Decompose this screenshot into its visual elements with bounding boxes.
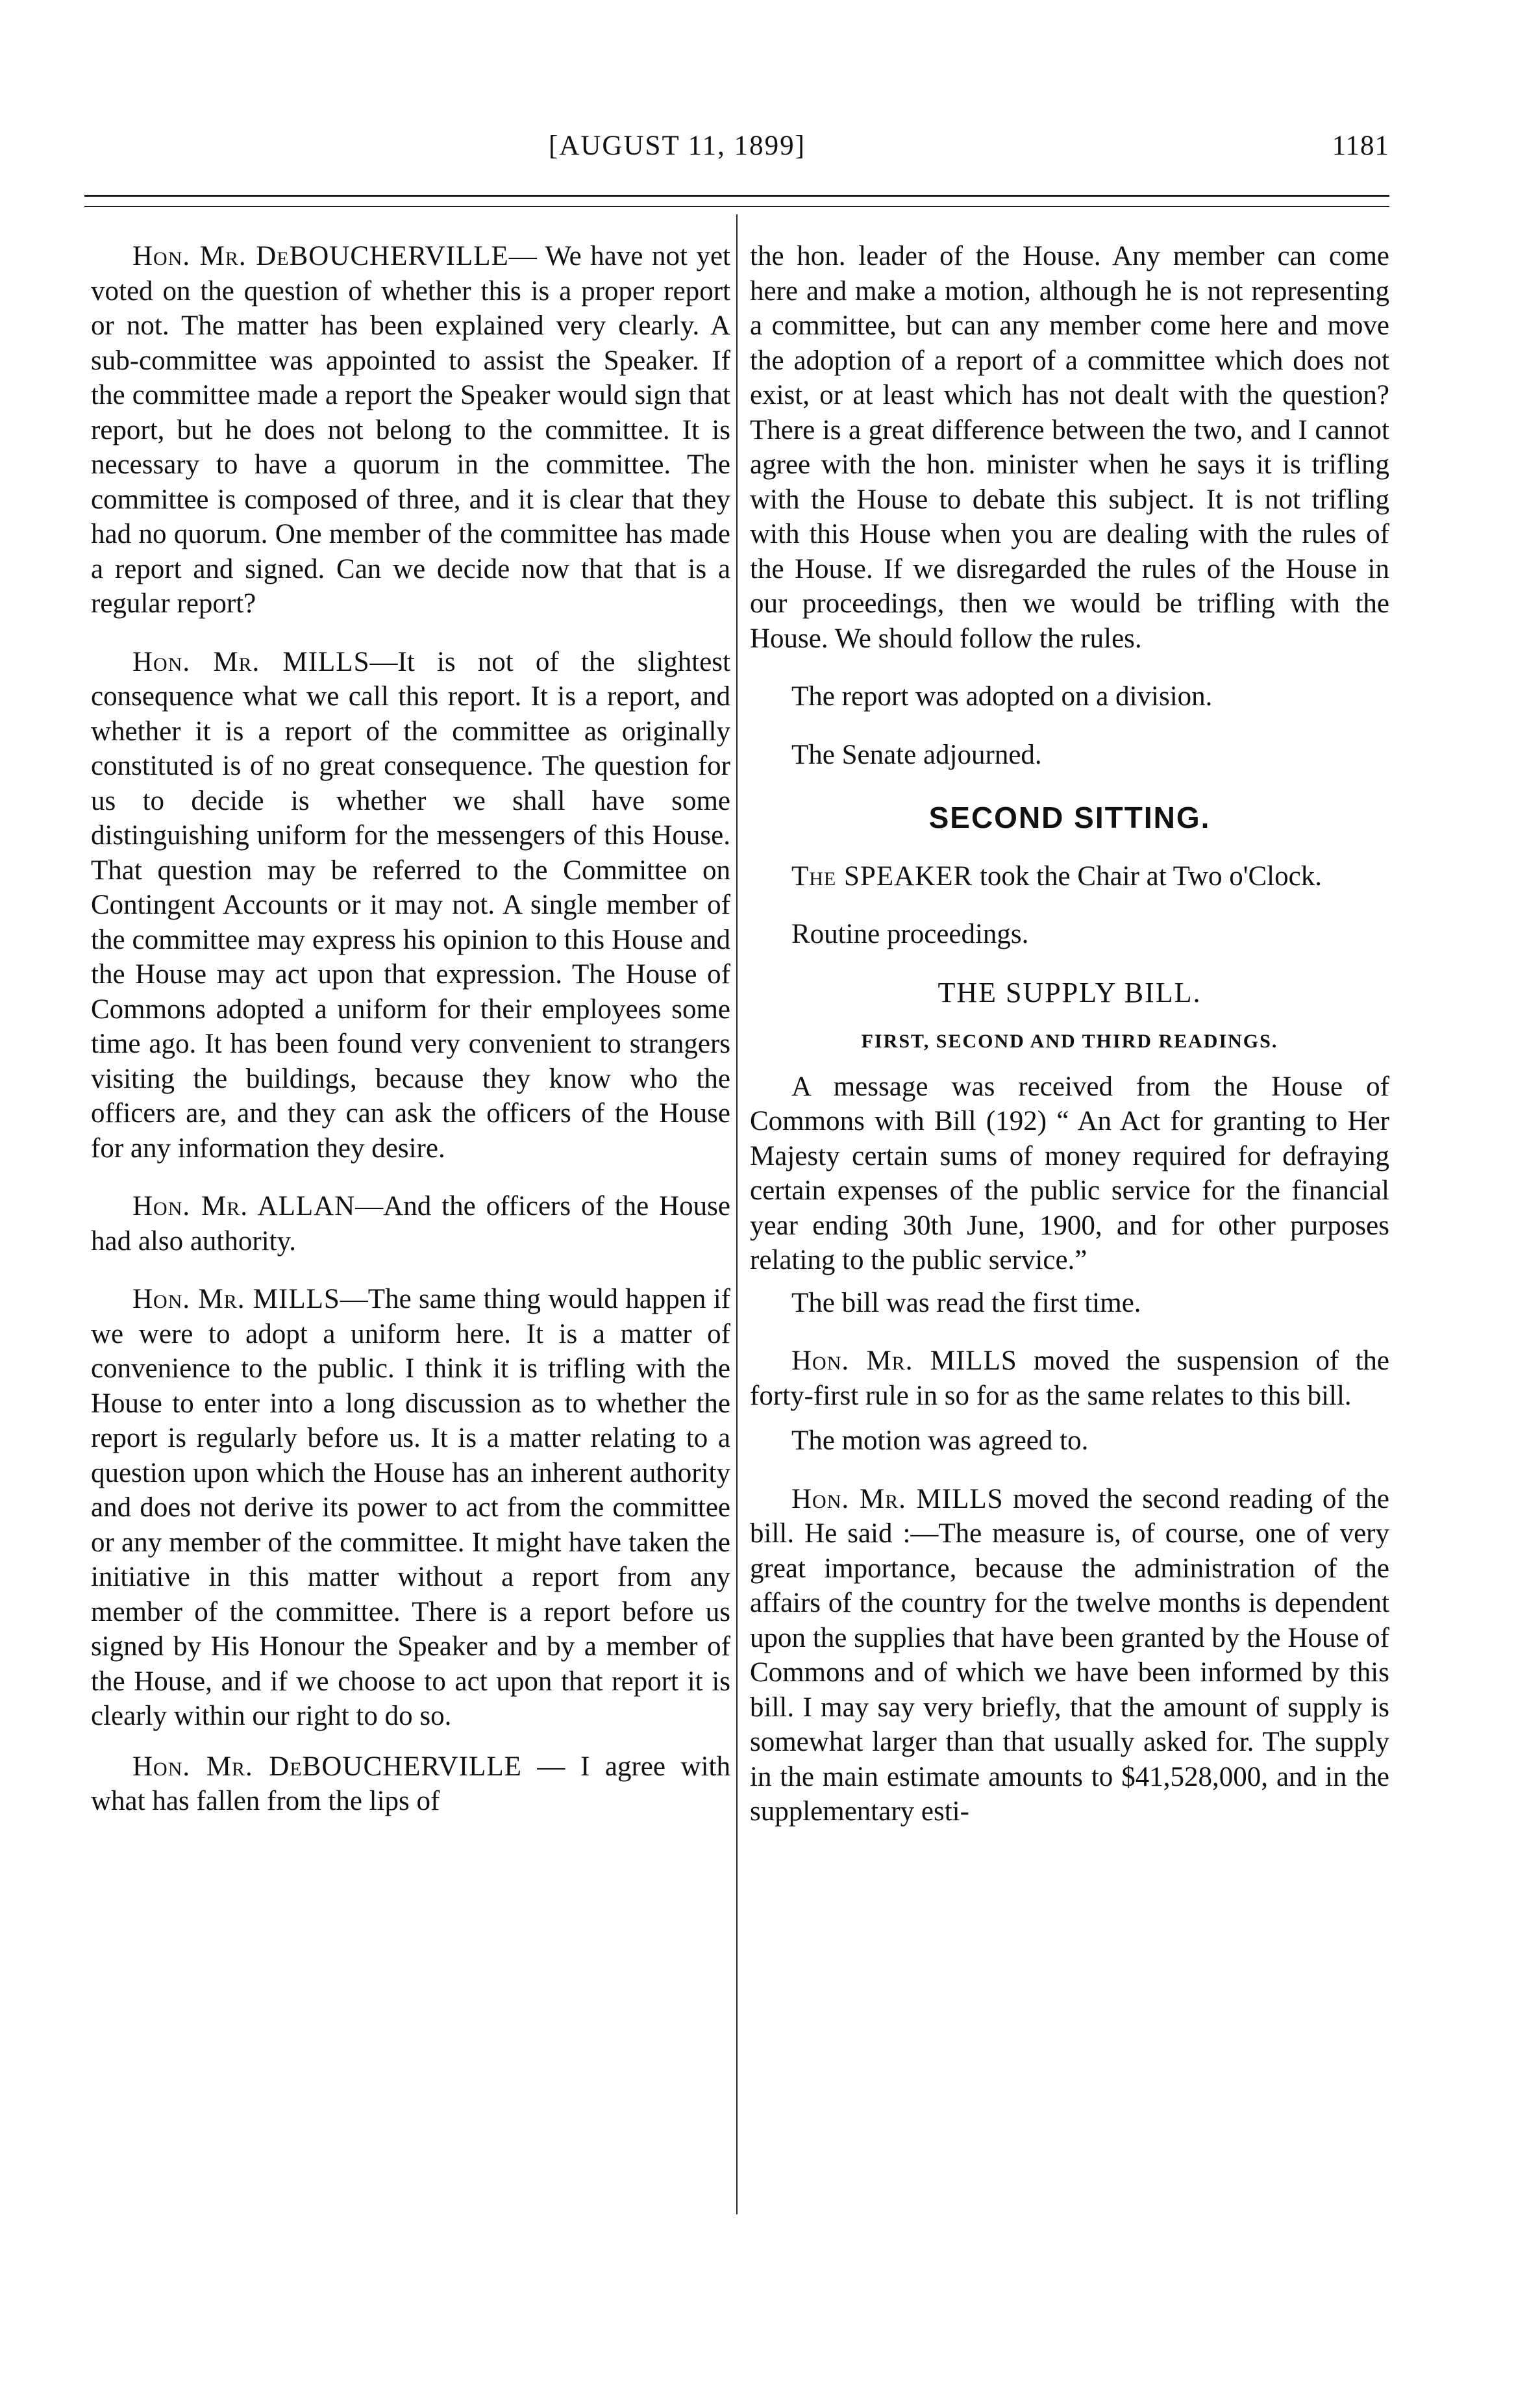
- bill-title: THE SUPPLY BILL.: [938, 976, 1202, 1008]
- header-rule-top: [84, 195, 1389, 197]
- paragraph: The motion was agreed to.: [791, 1425, 1089, 1456]
- paragraph: The Senate adjourned.: [791, 739, 1042, 770]
- paragraph: [91, 645, 730, 1166]
- paragraph: [750, 1482, 1389, 1829]
- paragraph-text: took the Chair at Two o'Clock.: [973, 860, 1322, 892]
- speaker-name: Hon. Mr. MILLS: [132, 646, 370, 677]
- column-divider: [736, 214, 738, 2214]
- paragraph-text: moved the second reading of the bill. He said :—The measure is, of course, one of very great importance, because the administration of the affairs of the country for the twelve months is dependent upon the supplies that have been granted by the House of Commons and of which we have been informed by this bill. I may say very briefly, that the amount of supply is somewhat larger than that usually asked for. The supply in the main estimate amounts to $41,528,000, and in the supplementary esti-: [750, 1483, 1389, 1827]
- bill-subheading: FIRST, SECOND AND THIRD READINGS.: [861, 1031, 1278, 1052]
- paragraph: [91, 1749, 730, 1819]
- paragraph-text: —It is not of the slightest consequence what we call this report. It is a report, and whether it is a report of the committee as originally constituted is of no great consequence. The question for us to decide is whether we shall have some distinguishing uniform for the messengers of this House. That question may be referred to the Committee on Contingent Accounts or it may not. A single member of the committee may express his opinion to this House and the House may act upon that expression. The House of Commons adopted a uniform for their employees some time ago. It has been found very convenient to strangers visiting the buildings, because they know who the officers are, and they can ask the officers of the House for any information they desire.: [91, 646, 730, 1164]
- paragraph-text: moved the suspension of the forty-first rule in so for as the same relates to this bill.: [750, 1346, 1389, 1411]
- paragraph: A message was received from the House of Commons with Bill (192) “ An Act for granting to Her Majesty certain sums of money required for defraying certain expenses of the public service for the financial year ending 30th June, 1900, and for other purposes relating to the public service.”: [750, 1071, 1389, 1275]
- speaker-name: Hon. Mr. DeBOUCHERVILLE: [132, 1751, 522, 1782]
- paragraph: [750, 859, 1389, 894]
- paragraph: [750, 1344, 1389, 1413]
- page-number: 1181: [1332, 131, 1389, 161]
- page-header: [84, 130, 1389, 182]
- right-column: [750, 239, 1389, 1829]
- speaker-name: Hon. Mr. MILLS: [791, 1483, 1004, 1514]
- paragraph: Routine proceedings.: [791, 919, 1029, 949]
- paragraph-text: — I agree with what has fallen from the lips of: [91, 1751, 731, 1816]
- speaker-name: Hon. Mr. MILLS: [132, 1284, 340, 1314]
- speaker-name: Hon. Mr. MILLS: [791, 1346, 1017, 1376]
- paragraph-text: —And the officers of the House had also authority.: [91, 1191, 730, 1257]
- paragraph: [91, 1282, 730, 1734]
- speaker-name: Hon. Mr. DeBOUCHERVILLE: [132, 241, 509, 271]
- left-column: [91, 239, 730, 1819]
- section-title: SECOND SITTING.: [928, 801, 1211, 834]
- paragraph-text: —The same thing would happen if we were to adopt a uniform here. It is a matter of convenience to the public. I think it is trifling with the House to enter into a long discussion as to whether the report is regularly before us. It is a matter relating to a question upon which the House has an inherent authority and does not derive its power to act from the committee or any member of the committee. It might have taken the initiative in this matter without a report from any member of the committee. There is a report before us signed by His Honour the Speaker and by a member of the House, and if we choose to act upon that report it is clearly within our right to do so.: [91, 1284, 730, 1731]
- paragraph: The bill was read the first time.: [791, 1287, 1141, 1318]
- speaker-name: The SPEAKER: [791, 860, 973, 892]
- paragraph: [91, 1189, 730, 1258]
- header-date: [AUGUST 11, 1899]: [549, 131, 806, 161]
- header-rule-bottom: [84, 206, 1389, 207]
- speaker-name: Hon. Mr. ALLAN: [132, 1191, 356, 1221]
- paragraph: [91, 239, 730, 621]
- paragraph: The report was adopted on a division.: [791, 681, 1213, 712]
- paragraph-text: — We have not yet voted on the question of whether this is a proper report or not. The matter has been explained very clearly. A sub-committee was appointed to assist the Speaker. If the committee made a report the Speaker would sign that report, but he does not belong to the committee. It is necessary to have a quorum in the committee. The committee is composed of three, and it is clear that they had no quorum. One member of the committee has made a report and signed. Can we decide now that that is a regular report?: [91, 241, 730, 619]
- paragraph: the hon. leader of the House. Any member can come here and make a motion, although he is not representing a committee, but can any member come here and move the adoption of a report of a committee which does not exist, or at least which has not dealt with the question? There is a great difference between the two, and I cannot agree with the hon. minister when he says it is trifling with the House to debate this subject. It is not trifling with this House when you are dealing with the rules of the House. If we disregarded the rules of the House in our proceedings, then we would be trifling with the House. We should follow the rules.: [750, 241, 1389, 654]
